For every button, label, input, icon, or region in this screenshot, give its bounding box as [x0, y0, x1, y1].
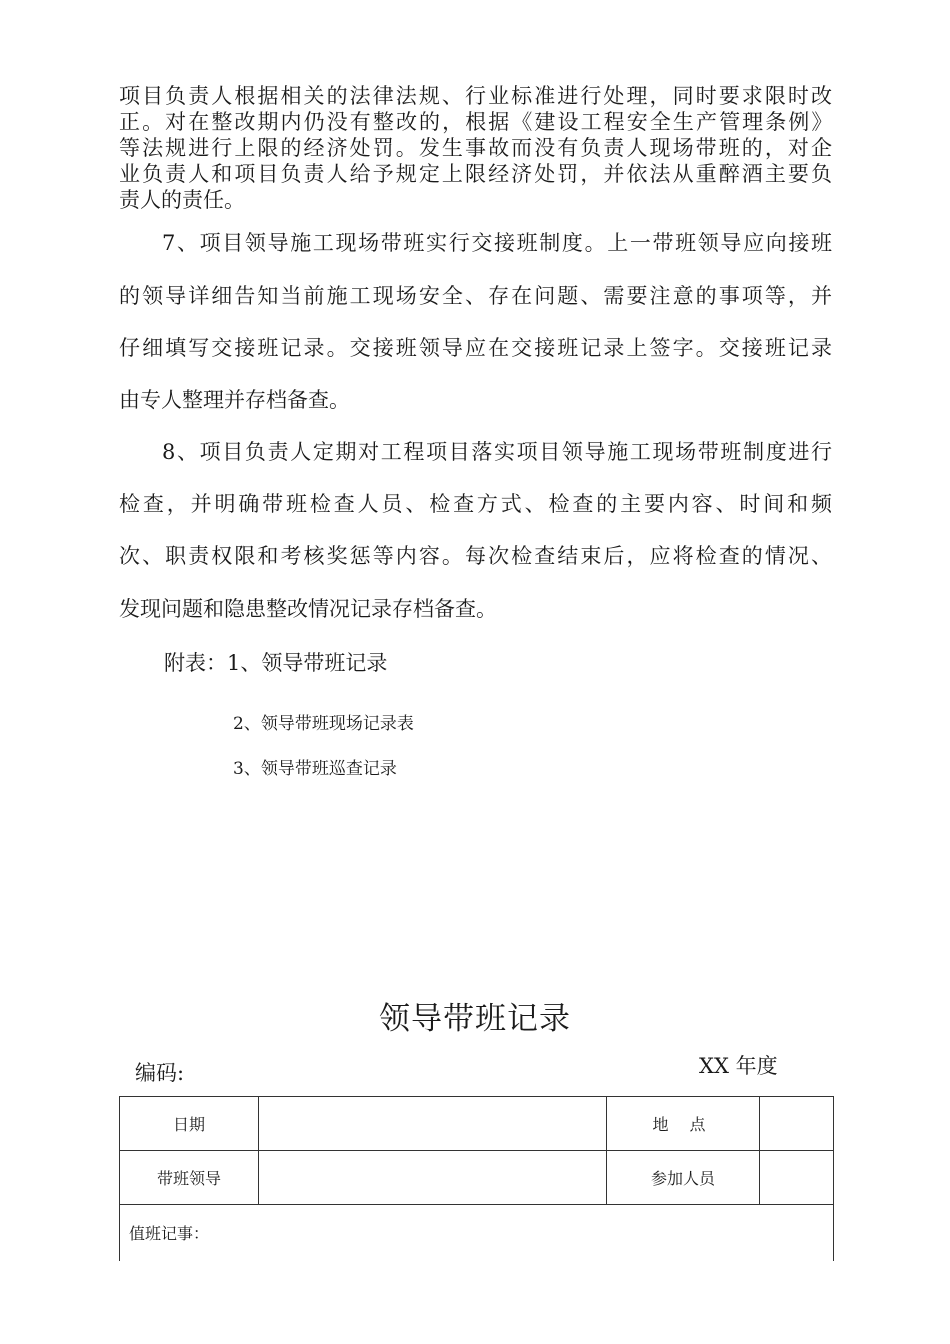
appendix-item: 2、领导带班现场记录表: [233, 714, 414, 734]
date-label: 日期: [120, 1097, 259, 1151]
participants-label: 参加人员: [607, 1151, 760, 1205]
date-field[interactable]: [259, 1097, 607, 1151]
paragraph-line: 正。对在整改期内仍没有整改的，根据《建设工程安全生产管理条例》: [119, 110, 832, 134]
appendix-label: 附表：1、领导带班记录: [164, 651, 388, 675]
paragraph-line: 业负责人和项目负责人给予规定上限经济处罚，并依法从重醉酒主要负: [119, 162, 832, 186]
participants-field[interactable]: [760, 1151, 834, 1205]
leader-field[interactable]: [259, 1151, 607, 1205]
leader-label: 带班领导: [120, 1151, 259, 1205]
item7-line: 的领导详细告知当前施工现场安全、存在问题、需要注意的事项等，并: [119, 284, 832, 308]
location-label: [607, 1097, 760, 1151]
paragraph-line: 项目负责人根据相关的法律法规、行业标准进行处理，同时要求限时改: [119, 84, 832, 108]
location-field[interactable]: [760, 1097, 834, 1151]
code-label: 编码:: [135, 1061, 185, 1085]
item8-line: 发现问题和隐患整改情况记录存档备查。: [119, 597, 497, 621]
item7-line: 7、项目领导施工现场带班实行交接班制度。上一带班领导应向接班: [162, 231, 832, 255]
item8-line: 检查，并明确带班检查人员、检查方式、检查的主要内容、时间和频: [119, 492, 832, 516]
paragraph-line: 等法规进行上限的经济处罚。发生事故而没有负责人现场带班的，对企: [119, 136, 832, 160]
item7-line: 仔细填写交接班记录。交接班领导应在交接班记录上签字。交接班记录: [119, 336, 832, 360]
record-table: [119, 1096, 834, 1261]
item8-line: 次、职责权限和考核奖惩等内容。每次检查结束后，应将检查的情况、: [119, 544, 832, 568]
year-label: XX 年度: [699, 1054, 778, 1078]
notes-field[interactable]: [120, 1205, 834, 1262]
appendix-item: 3、领导带班巡查记录: [233, 759, 397, 779]
form-title: 领导带班记录: [379, 1001, 571, 1037]
paragraph-line: 责人的责任。: [119, 188, 245, 212]
item8-line: 8、项目负责人定期对工程项目落实项目领导施工现场带班制度进行: [162, 440, 832, 464]
location-label-text: 地 点: [652, 1115, 714, 1134]
notes-label: 值班记事：: [129, 1224, 210, 1243]
item7-line: 由专人整理并存档备查。: [119, 388, 350, 412]
